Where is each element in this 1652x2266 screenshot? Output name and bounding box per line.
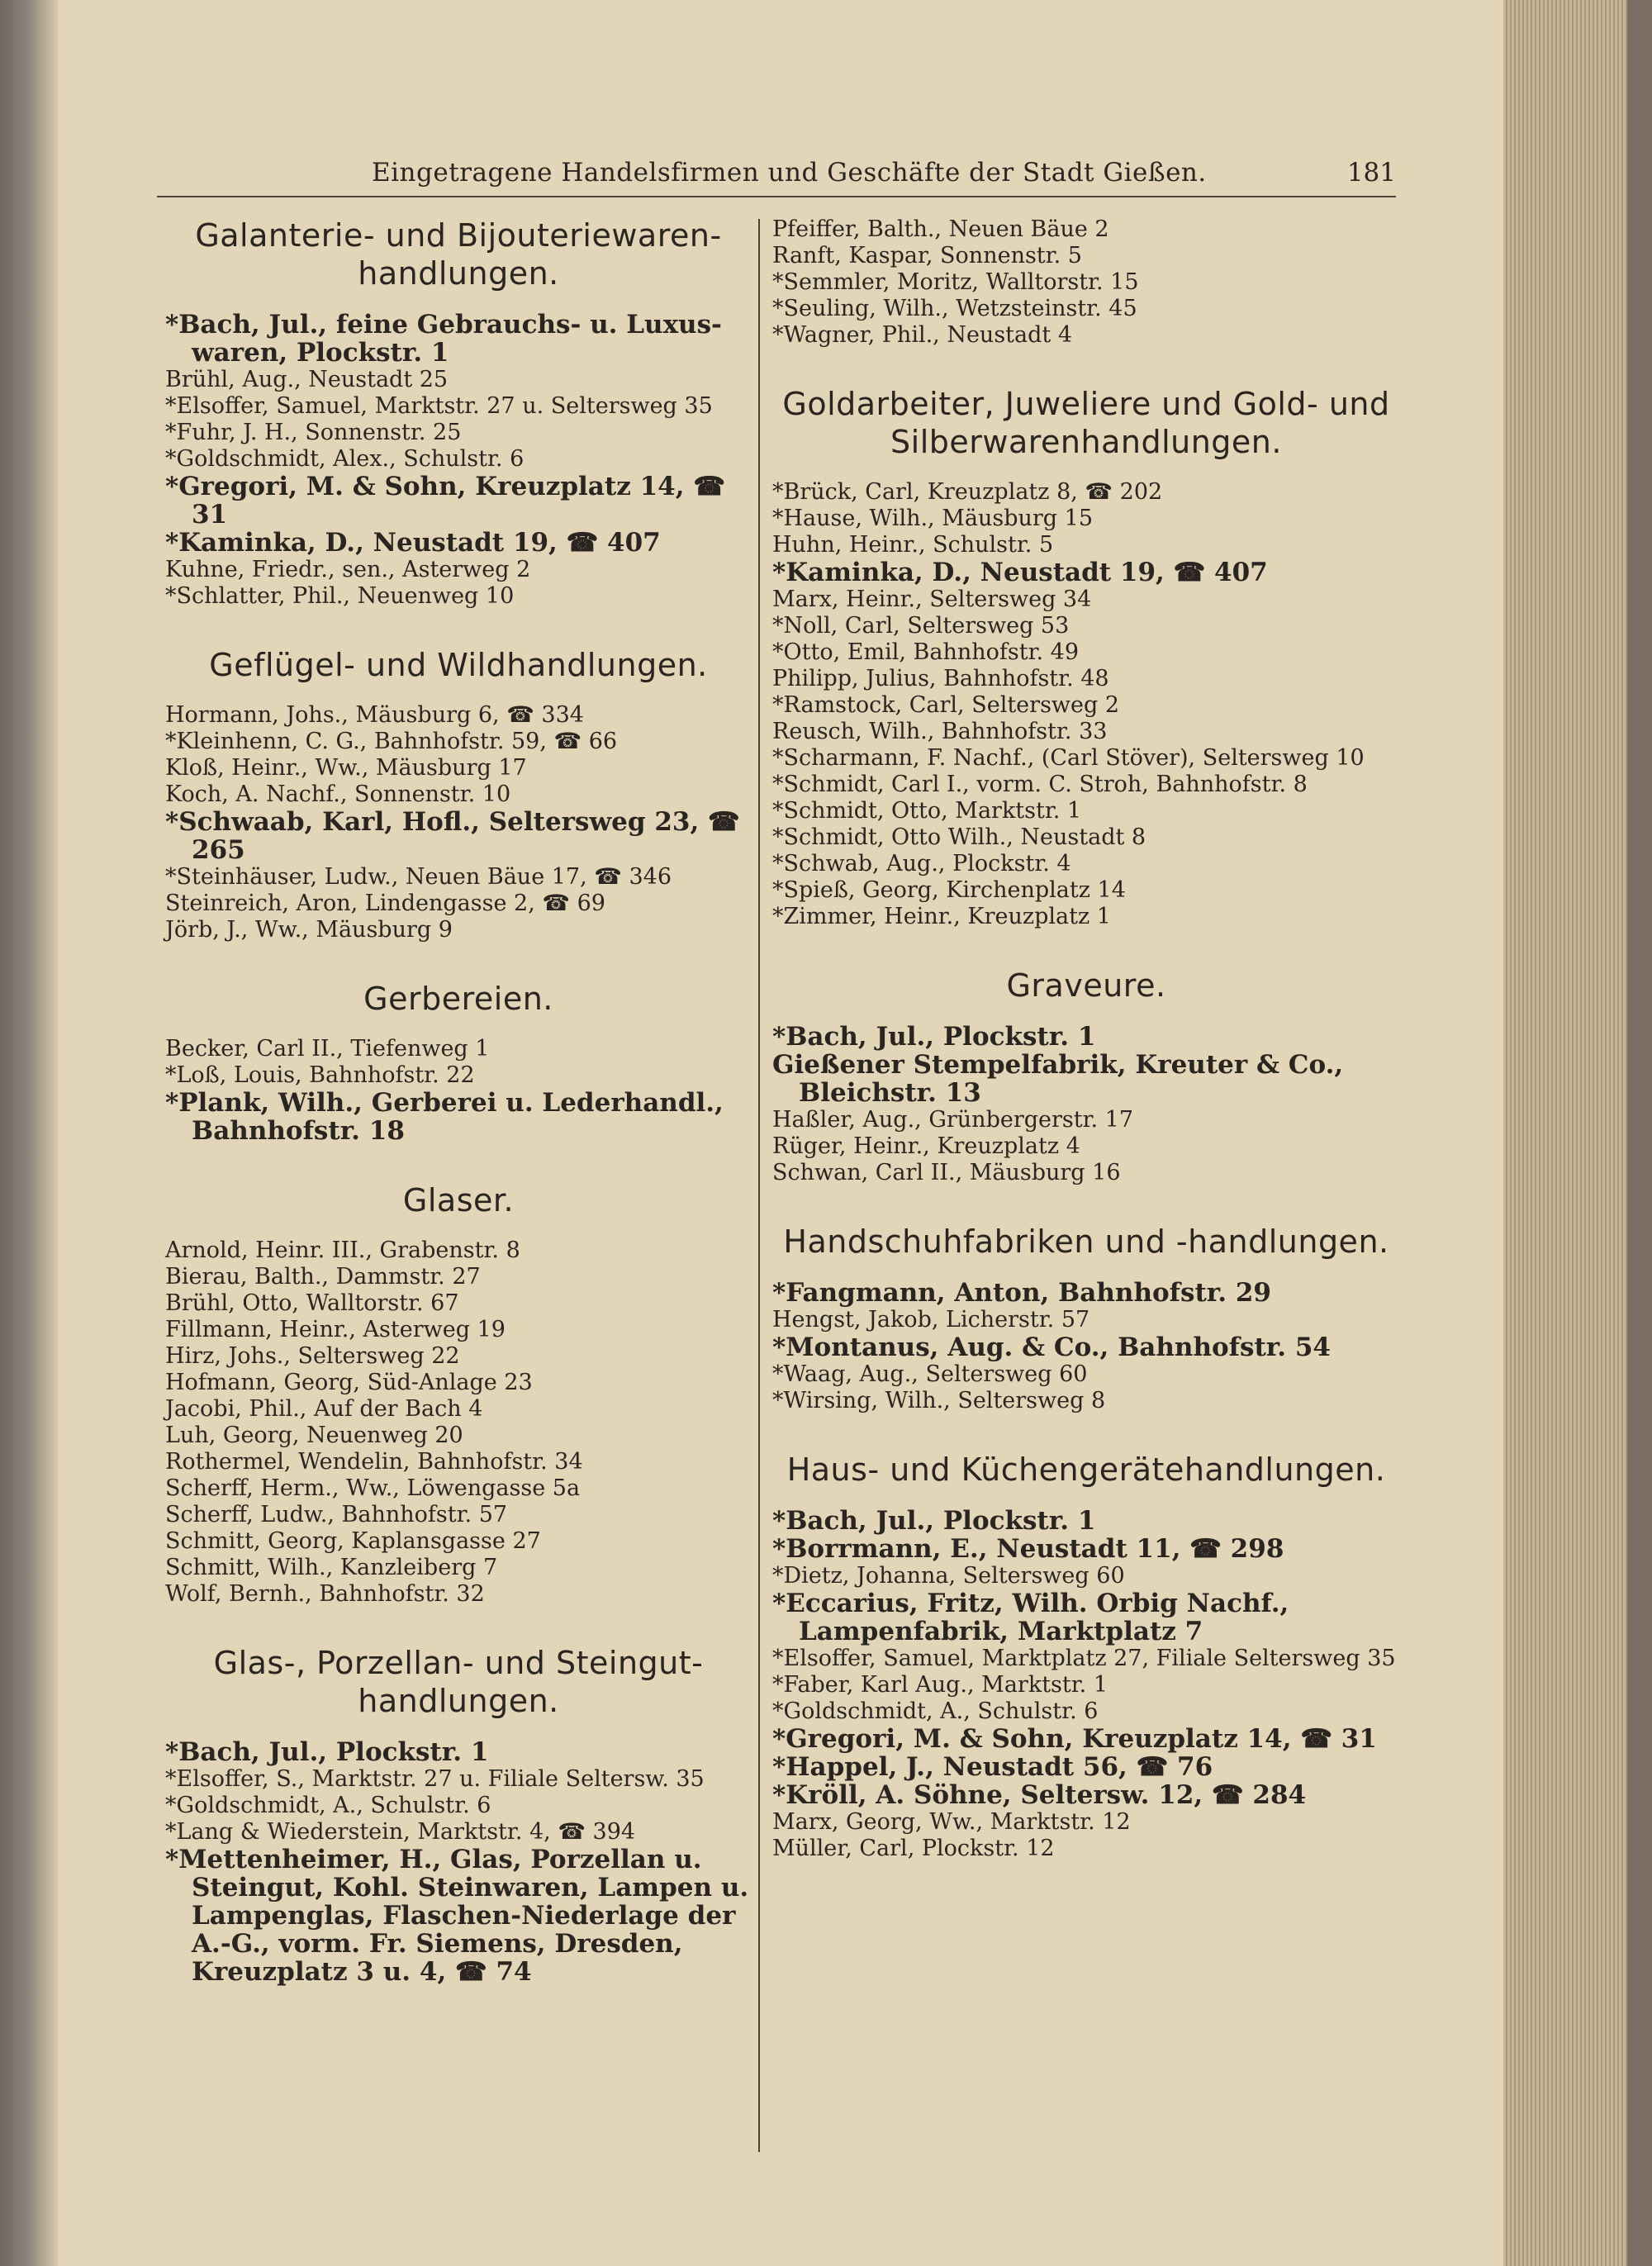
directory-entry: Steinreich, Aron, Lindengasse 2, ☎ 69 bbox=[165, 891, 605, 916]
directory-entry: Jörb, J., Ww., Mäusburg 9 bbox=[165, 917, 453, 943]
directory-entry: Becker, Carl II., Tiefenweg 1 bbox=[165, 1036, 490, 1062]
directory-entry: *Schwab, Aug., Plockstr. 4 bbox=[772, 851, 1071, 876]
directory-entry: *Goldschmidt, A., Schulstr. 6 bbox=[165, 1793, 491, 1818]
directory-entry: *Lang & Wiederstein, Marktstr. 4, ☎ 394 bbox=[165, 1819, 636, 1845]
directory-entry: *Elsoffer, Samuel, Marktplatz 27, Filiale Seltersweg 35 bbox=[772, 1646, 1396, 1671]
directory-entry: *Spieß, Georg, Kirchenplatz 14 bbox=[772, 877, 1126, 903]
directory-entry: *Kröll, A. Söhne, Seltersw. 12, ☎ 284 bbox=[772, 1780, 1307, 1810]
directory-entry: *Schmidt, Otto Wilh., Neustadt 8 bbox=[772, 824, 1146, 850]
directory-entry: *Steinhäuser, Ludw., Neuen Bäue 17, ☎ 346 bbox=[165, 864, 672, 890]
directory-entry: Arnold, Heinr. III., Grabenstr. 8 bbox=[165, 1238, 520, 1263]
directory-entry: Rüger, Heinr., Kreuzplatz 4 bbox=[772, 1133, 1080, 1159]
section-spacer bbox=[165, 1145, 752, 1181]
directory-entry: Hirz, Johs., Seltersweg 22 bbox=[165, 1343, 460, 1369]
directory-entry: *Plank, Wilh., Gerberei u. Lederhandl., Bahnhofstr. 18 bbox=[165, 1088, 724, 1146]
section-spacer bbox=[772, 1186, 1400, 1223]
directory-entry: Wolf, Bernh., Bahnhofstr. 32 bbox=[165, 1581, 485, 1607]
directory-entry: *Bach, Jul., Plockstr. 1 bbox=[772, 1506, 1096, 1536]
section-heading: Glas-, Porzellan- und Steingut-handlungen. bbox=[213, 1645, 704, 1719]
directory-entry: *Montanus, Aug. & Co., Bahnhofstr. 54 bbox=[772, 1333, 1331, 1362]
directory-entry: *Kaminka, D., Neustadt 19, ☎ 407 bbox=[772, 558, 1268, 587]
directory-entry: Hormann, Johs., Mäusburg 6, ☎ 334 bbox=[165, 702, 584, 728]
directory-entry: Haßler, Aug., Grünbergerstr. 17 bbox=[772, 1107, 1134, 1133]
section-heading: Geflügel- und Wildhandlungen. bbox=[209, 647, 708, 683]
directory-entry: Kloß, Heinr., Ww., Mäusburg 17 bbox=[165, 755, 527, 781]
directory-entry: Hofmann, Georg, Süd-Anlage 23 bbox=[165, 1370, 533, 1395]
section-spacer bbox=[772, 930, 1400, 967]
directory-entry: *Schmidt, Carl I., vorm. C. Stroh, Bahnhofstr. 8 bbox=[772, 772, 1308, 797]
directory-entry: *Elsoffer, Samuel, Marktstr. 27 u. Seltersweg 35 bbox=[165, 393, 713, 419]
page-number: 181 bbox=[1346, 158, 1396, 188]
directory-entry: *Eccarius, Fritz, Wilh. Orbig Nachf., Lampenfabrik, Marktplatz 7 bbox=[772, 1589, 1289, 1646]
directory-entry: *Gregori, M. & Sohn, Kreuzplatz 14, ☎ 31 bbox=[772, 1724, 1377, 1754]
directory-entry: Gießener Stempelfabrik, Kreuter & Co., Bleichstr. 13 bbox=[772, 1050, 1344, 1108]
directory-entry: *Bach, Jul., feine Gebrauchs- u. Luxus-waren, Plockstr. 1 bbox=[165, 310, 722, 368]
directory-entry: *Borrmann, E., Neustadt 11, ☎ 298 bbox=[772, 1534, 1284, 1564]
directory-entry: *Mettenheimer, H., Glas, Porzellan u. Steingut, Kohl. Steinwaren, Lampen u. Lampenglas, Flaschen-Niederlage der A.-G., vorm. Fr. Siemens, Dresden, Kreuzplatz 3 u. 4, ☎ 74 bbox=[165, 1845, 749, 1987]
column-divider bbox=[758, 219, 760, 2152]
directory-entry: *Bach, Jul., Plockstr. 1 bbox=[165, 1737, 489, 1767]
section-spacer bbox=[772, 349, 1400, 385]
header-title: Eingetragene Handelsfirmen und Geschäfte der Stadt Gießen. bbox=[372, 158, 1207, 188]
book-cover-edge bbox=[1627, 0, 1652, 2266]
directory-entry: *Otto, Emil, Bahnhofstr. 49 bbox=[772, 639, 1080, 665]
directory-entry: Ranft, Kaspar, Sonnenstr. 5 bbox=[772, 243, 1082, 268]
directory-entry: Reusch, Wilh., Bahnhofstr. 33 bbox=[772, 719, 1108, 744]
directory-entry: *Dietz, Johanna, Seltersweg 60 bbox=[772, 1563, 1125, 1589]
section-heading: Haus- und Küchengerätehandlungen. bbox=[786, 1451, 1386, 1488]
directory-entry: *Wirsing, Wilh., Seltersweg 8 bbox=[772, 1388, 1106, 1413]
directory-entry: *Brück, Carl, Kreuzplatz 8, ☎ 202 bbox=[772, 479, 1163, 505]
directory-entry: Kuhne, Friedr., sen., Asterweg 2 bbox=[165, 557, 531, 582]
directory-entry: *Noll, Carl, Seltersweg 53 bbox=[772, 613, 1070, 639]
directory-entry: Brühl, Aug., Neustadt 25 bbox=[165, 367, 449, 392]
book-gutter bbox=[0, 0, 58, 2266]
directory-entry: *Wagner, Phil., Neustadt 4 bbox=[772, 322, 1073, 348]
directory-entry: *Gregori, M. & Sohn, Kreuzplatz 14, ☎ 31 bbox=[165, 472, 725, 530]
running-header bbox=[157, 153, 1396, 197]
directory-entry: Marx, Georg, Ww., Marktstr. 12 bbox=[772, 1809, 1131, 1835]
directory-entry: *Schmidt, Otto, Marktstr. 1 bbox=[772, 798, 1082, 824]
directory-entry: Jacobi, Phil., Auf der Bach 4 bbox=[165, 1396, 483, 1422]
directory-entry: Bierau, Balth., Dammstr. 27 bbox=[165, 1264, 481, 1290]
section-heading: Glaser. bbox=[402, 1182, 515, 1219]
section-heading: Handschuhfabriken und -handlungen. bbox=[783, 1223, 1389, 1260]
directory-entry: Rothermel, Wendelin, Bahnhofstr. 34 bbox=[165, 1449, 583, 1475]
directory-entry: Schwan, Carl II., Mäusburg 16 bbox=[772, 1160, 1121, 1185]
section-spacer bbox=[772, 1414, 1400, 1451]
left-column bbox=[165, 216, 752, 1986]
directory-entry: Scherff, Ludw., Bahnhofstr. 57 bbox=[165, 1502, 508, 1527]
directory-entry: *Happel, J., Neustadt 56, ☎ 76 bbox=[772, 1752, 1213, 1782]
directory-entry: Fillmann, Heinr., Asterweg 19 bbox=[165, 1317, 506, 1342]
directory-entry: *Hause, Wilh., Mäusburg 15 bbox=[772, 506, 1094, 531]
directory-entry: Hengst, Jakob, Licherstr. 57 bbox=[772, 1307, 1090, 1333]
right-column bbox=[772, 216, 1400, 1862]
directory-entry: *Seuling, Wilh., Wetzsteinstr. 45 bbox=[772, 296, 1137, 321]
directory-entry: Marx, Heinr., Seltersweg 34 bbox=[772, 587, 1092, 612]
section-heading: Goldarbeiter, Juweliere und Gold- und Silberwarenhandlungen. bbox=[782, 386, 1390, 460]
section-heading: Gerbereien. bbox=[363, 981, 553, 1017]
directory-entry: *Schlatter, Phil., Neuenweg 10 bbox=[165, 583, 515, 609]
directory-entry: *Ramstock, Carl, Seltersweg 2 bbox=[772, 692, 1120, 718]
directory-entry: Luh, Georg, Neuenweg 20 bbox=[165, 1423, 463, 1448]
directory-entry: *Waag, Aug., Seltersweg 60 bbox=[772, 1361, 1088, 1387]
directory-entry: *Loß, Louis, Bahnhofstr. 22 bbox=[165, 1062, 475, 1088]
directory-entry: *Bach, Jul., Plockstr. 1 bbox=[772, 1022, 1096, 1052]
directory-entry: *Elsoffer, S., Marktstr. 27 u. Filiale Seltersw. 35 bbox=[165, 1766, 705, 1792]
directory-entry: Schmitt, Wilh., Kanzleiberg 7 bbox=[165, 1555, 498, 1580]
section-heading: Galanterie- und Bijouteriewaren-handlungen. bbox=[195, 217, 722, 292]
directory-entry: *Kleinhenn, C. G., Bahnhofstr. 59, ☎ 66 bbox=[165, 729, 618, 754]
directory-entry: Müller, Carl, Plockstr. 12 bbox=[772, 1836, 1055, 1861]
directory-entry: Schmitt, Georg, Kaplansgasse 27 bbox=[165, 1528, 541, 1554]
section-spacer bbox=[165, 1608, 752, 1644]
directory-entry: *Faber, Karl Aug., Marktstr. 1 bbox=[772, 1672, 1108, 1698]
directory-entry: *Goldschmidt, A., Schulstr. 6 bbox=[772, 1698, 1099, 1724]
directory-entry: *Kaminka, D., Neustadt 19, ☎ 407 bbox=[165, 528, 661, 558]
directory-entry: *Goldschmidt, Alex., Schulstr. 6 bbox=[165, 446, 525, 472]
section-spacer bbox=[165, 943, 752, 980]
directory-entry: *Schwaab, Karl, Hofl., Seltersweg 23, ☎ 265 bbox=[165, 807, 740, 865]
directory-entry: *Fangmann, Anton, Bahnhofstr. 29 bbox=[772, 1278, 1271, 1308]
directory-entry: *Zimmer, Heinr., Kreuzplatz 1 bbox=[772, 904, 1111, 929]
directory-entry: *Fuhr, J. H., Sonnenstr. 25 bbox=[165, 420, 462, 445]
directory-entry: *Scharmann, F. Nachf., (Carl Stöver), Seltersweg 10 bbox=[772, 745, 1365, 771]
directory-entry: Brühl, Otto, Walltorstr. 67 bbox=[165, 1290, 459, 1316]
directory-entry: Koch, A. Nachf., Sonnenstr. 10 bbox=[165, 781, 511, 807]
directory-entry: Huhn, Heinr., Schulstr. 5 bbox=[772, 532, 1054, 558]
directory-entry: *Semmler, Moritz, Walltorstr. 15 bbox=[772, 269, 1139, 295]
section-spacer bbox=[165, 610, 752, 646]
section-heading: Graveure. bbox=[1006, 967, 1166, 1004]
directory-entry: Philipp, Julius, Bahnhofstr. 48 bbox=[772, 666, 1109, 691]
directory-entry: Pfeiffer, Balth., Neuen Bäue 2 bbox=[772, 216, 1109, 242]
directory-entry: Scherff, Herm., Ww., Löwengasse 5a bbox=[165, 1475, 581, 1501]
